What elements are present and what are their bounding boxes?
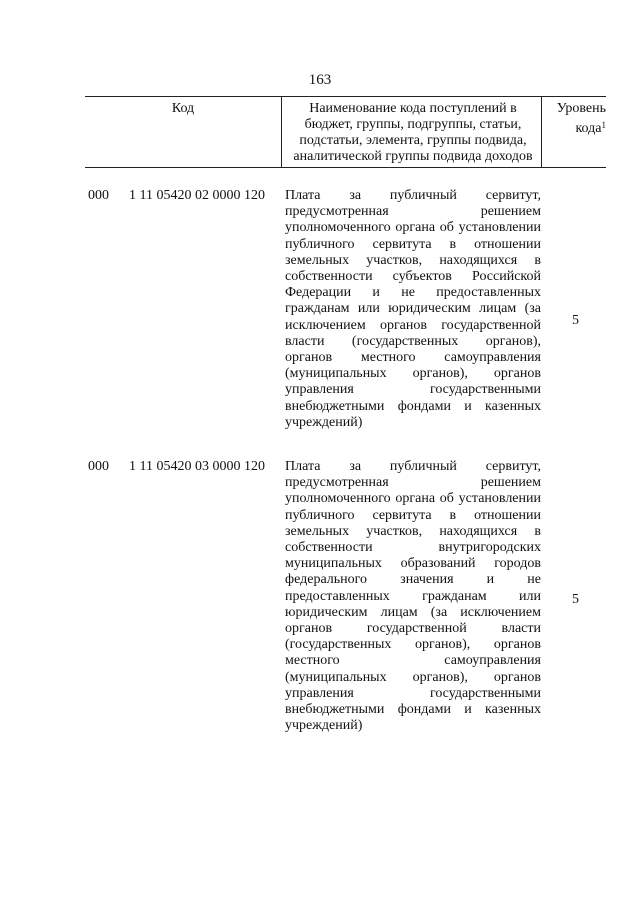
revenue-code: 1 11 05420 02 0000 120 [129, 188, 265, 203]
table-header [85, 96, 606, 168]
revenue-code: 1 11 05420 03 0000 120 [129, 459, 265, 474]
level-value: 5 [572, 313, 579, 328]
footnote-marker: 1 [601, 120, 606, 130]
revenue-description: Плата за публичный сервитут, предусмотренная решением уполномоченного органа об установлении публичного сервитута в отношении земельных участков, находящихся в собственности внутригородских муниципальных образований городов федерального значения и не предоставленных гражданам или юридическим лицам (за исключением органов государственной власти (государственных органов), органов местного самоуправления (муниципальных органов), органов управления государственными внебюджетными фондами и казенных учреждений) [285, 459, 541, 734]
admin-code: 000 [88, 188, 109, 203]
header-code: Код [171, 101, 195, 116]
header-level-label: Уровень кода [556, 101, 606, 136]
column-divider [541, 97, 542, 167]
level-value: 5 [572, 592, 579, 607]
header-name: Наименование кода поступлений в бюджет, группы, подгруппы, статьи, подстатьи, элемента, группы подвида, аналитической группы подвида доходов [293, 101, 533, 164]
header-level [546, 101, 606, 137]
admin-code: 000 [88, 459, 109, 474]
column-divider [281, 97, 282, 167]
page-number: 163 [308, 72, 332, 88]
revenue-description: Плата за публичный сервитут, предусмотренная решением уполномоченного органа об установлении публичного сервитута в отношении земельных участков, находящихся в собственности субъектов Российской Федерации и не предоставленных гражданам или юридическим лицам (за исключением органов государственной власти (государственных органов), органов местного самоуправления (муниципальных органов), органов управления государственными внебюджетными фондами и казенных учреждений) [285, 188, 541, 430]
